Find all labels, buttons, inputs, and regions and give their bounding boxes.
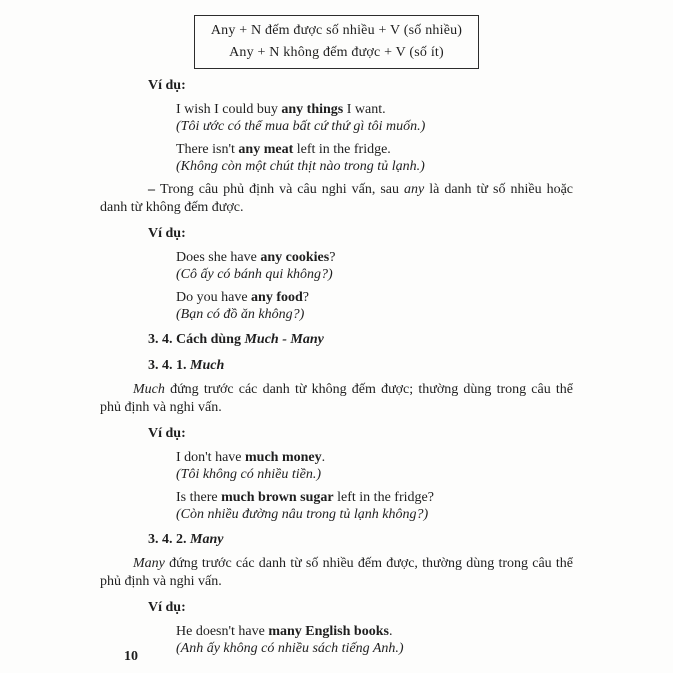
paragraph-text: đứng trước các danh từ không đếm được; thường dùng trong câu thể phủ định và nghi vấn. [100, 382, 573, 415]
paragraph-text: đứng trước các danh từ số nhiều đếm được, thường dùng trong câu thể phủ định và nghi vấn. [100, 556, 573, 589]
page-number: 10 [124, 649, 138, 664]
sentence-bold: much money [245, 450, 322, 465]
example-block-5 [100, 449, 573, 483]
sentence-pre: Is there [176, 490, 222, 505]
sentence-bold: many English books [268, 624, 389, 639]
sentence-bold: any meat [238, 142, 294, 157]
rule-line-any-uncountable: Any + N không đếm được + V (số ít) [229, 45, 444, 60]
note-any-usage [100, 181, 573, 217]
note-pre: Trong câu phủ định và câu nghi vấn, sau [160, 182, 404, 197]
example-sentence [176, 101, 573, 118]
section-heading-many [100, 531, 573, 549]
sentence-post: left in the fridge. [293, 142, 391, 157]
sentence-bold: any food [251, 290, 303, 305]
paragraph-many-rule [100, 555, 573, 591]
example-translation: (Bạn có đồ ăn không?) [176, 307, 305, 322]
example-sentence [176, 623, 573, 640]
example-translation: (Không còn một chút thịt nào trong tủ lạnh.) [176, 159, 425, 174]
page-content [0, 77, 673, 657]
paragraph-much-rule [100, 381, 573, 417]
sentence-post: left in the fridge? [333, 490, 434, 505]
sentence-post: . [321, 450, 326, 465]
example-translation: (Còn nhiều đường nâu trong tủ lạnh không?) [176, 507, 429, 522]
example-label-1: Ví dụ: [148, 78, 186, 93]
sentence-pre: He doesn't have [176, 624, 269, 639]
example-block-1 [100, 101, 573, 135]
example-block-4 [100, 289, 573, 323]
example-sentence [176, 289, 573, 306]
example-sentence [176, 141, 573, 158]
example-translation: (Tôi không có nhiều tiền.) [176, 467, 322, 482]
sentence-pre: I don't have [176, 450, 246, 465]
sentence-pre: Does she have [176, 250, 261, 265]
sentence-pre: There isn't [176, 142, 239, 157]
example-block-6 [100, 489, 573, 523]
paragraph-italic-word: Much [133, 382, 165, 397]
sentence-bold: any things [281, 102, 344, 117]
heading-number: 3. 4. 1. [148, 358, 190, 373]
sentence-pre: I wish I could buy [176, 102, 282, 117]
sentence-post: I want. [343, 102, 386, 117]
example-label-2: Ví dụ: [148, 226, 186, 241]
example-translation: (Cô ấy có bánh qui không?) [176, 267, 333, 282]
sentence-post: ? [329, 250, 336, 265]
section-heading-much-many [100, 331, 573, 349]
example-label-4: Ví dụ: [148, 600, 186, 615]
heading-number: 3. 4. Cách dùng [148, 332, 245, 347]
sentence-post: . [388, 624, 393, 639]
example-block-2 [100, 141, 573, 175]
example-translation: (Tôi ước có thể mua bất cứ thứ gì tôi muốn.) [176, 119, 426, 134]
sentence-bold: much brown sugar [221, 490, 334, 505]
example-translation: (Anh ấy không có nhiều sách tiếng Anh.) [176, 641, 404, 656]
example-block-3 [100, 249, 573, 283]
rule-box [194, 15, 479, 69]
heading-term: Much [190, 358, 225, 373]
example-sentence [176, 249, 573, 266]
paragraph-italic-word: Many [133, 556, 165, 571]
sentence-bold: any cookies [260, 250, 330, 265]
heading-term: Many [190, 532, 224, 547]
example-block-7 [100, 623, 573, 657]
section-heading-much [100, 357, 573, 375]
heading-number: 3. 4. 2. [148, 532, 190, 547]
sentence-pre: Do you have [176, 290, 252, 305]
note-dash: – [148, 182, 161, 197]
example-label-3: Ví dụ: [148, 426, 186, 441]
example-sentence [176, 449, 573, 466]
sentence-post: ? [302, 290, 309, 305]
rule-line-any-countable: Any + N đếm được số nhiều + V (số nhiều) [210, 23, 463, 38]
example-sentence [176, 489, 573, 506]
heading-term: Much - Many [244, 332, 324, 347]
note-post: là danh từ số nhiều hoặc danh từ không đếm được. [100, 182, 574, 215]
note-italic-word: any [404, 182, 425, 197]
